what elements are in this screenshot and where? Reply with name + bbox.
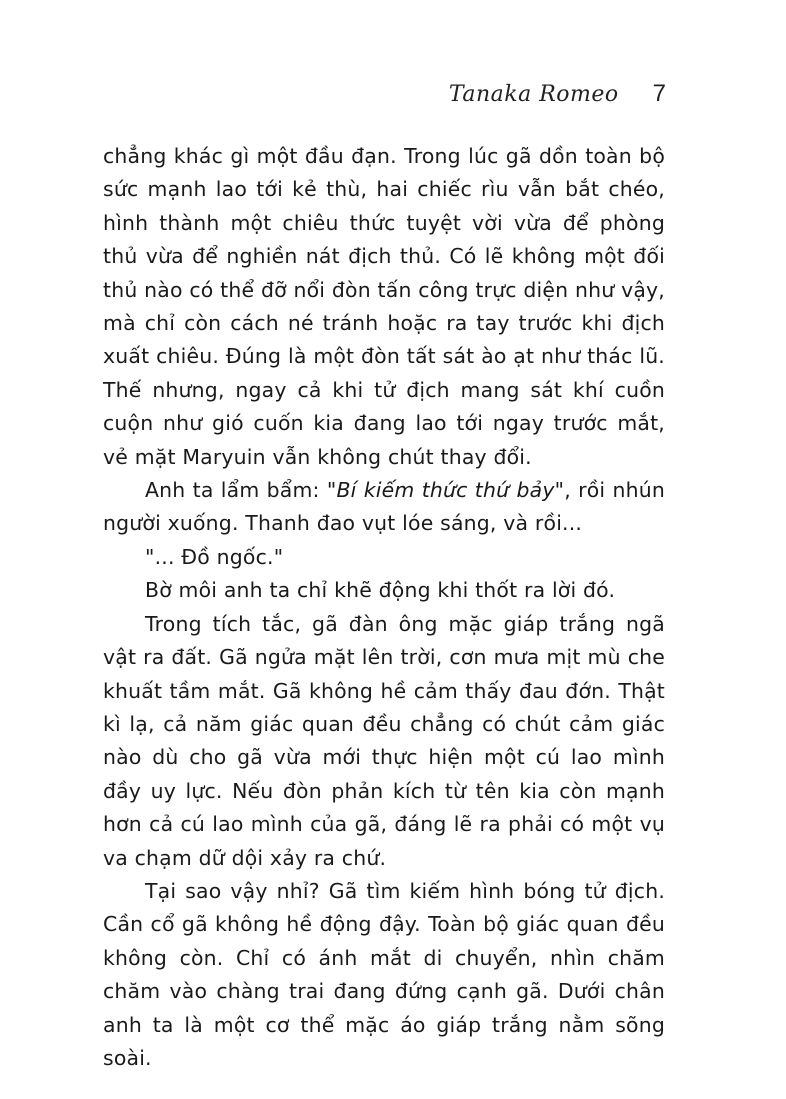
page-number: 7 (652, 80, 666, 107)
running-header (449, 80, 666, 108)
paragraph: chẳng khác gì một đầu đạn. Trong lúc gã dồn toàn bộ sức mạnh lao tới kẻ thù, hai chiếc rìu vẫn bắt chéo, hình thành một chiêu thức tuyệt vời vừa để phòng thủ vừa để nghiền nát địch thủ. Có lẽ không một đối thủ nào có thể đỡ nổi đòn tấn công trực diện như vậy, mà chỉ còn cách né tránh hoặc ra tay trước khi địch xuất chiêu. Đúng là một đòn tất sát ào ạt như thác lũ. Thế nhưng, ngay cả khi tử địch mang sát khí cuồn cuộn như gió cuốn kia đang lao tới ngay trước mắt, vẻ mặt Maryuin vẫn không chút thay đổi. (103, 144, 665, 469)
paragraph-text: Anh ta lẩm bẩm: " (145, 478, 337, 503)
author-name: Tanaka Romeo (448, 82, 619, 107)
paragraph: Bờ môi anh ta chỉ khẽ động khi thốt ra lời đó. (145, 578, 616, 603)
body-text (103, 140, 665, 1075)
dialogue-line: "... Đồ ngốc." (145, 544, 284, 569)
paragraph-with-quote (103, 474, 665, 541)
paragraph: Tại sao vậy nhỉ? Gã tìm kiếm hình bóng tử địch. Cần cổ gã không hề động đậy. Toàn bộ giác quan đều không còn. Chỉ có ánh mắt di chuyển, nhìn chăm chăm vào chàng trai đang đứng cạnh gã. Dưới chân anh ta là một cơ thể mặc áo giáp trắng nằm sõng soài. (103, 878, 665, 1070)
paragraph-text: ", rồi nhún người xuống. Thanh đao vụt lóe sáng, và rồi... (103, 478, 665, 536)
italic-quote: Bí kiếm thức thứ bảy (336, 478, 555, 503)
paragraph: Trong tích tắc, gã đàn ông mặc giáp trắng ngã vật ra đất. Gã ngửa mặt lên trời, cơn mưa mịt mù che khuất tầm mắt. Gã không hề cảm thấy đau đớn. Thật kì lạ, cả năm giác quan đều chẳng có chút cảm giác nào dù cho gã vừa mới thực hiện một cú lao mình đầy uy lực. Nếu đòn phản kích từ tên kia còn mạnh hơn cả cú lao mình của gã, đáng lẽ ra phải có một vụ va chạm dữ dội xảy ra chứ. (103, 611, 665, 870)
